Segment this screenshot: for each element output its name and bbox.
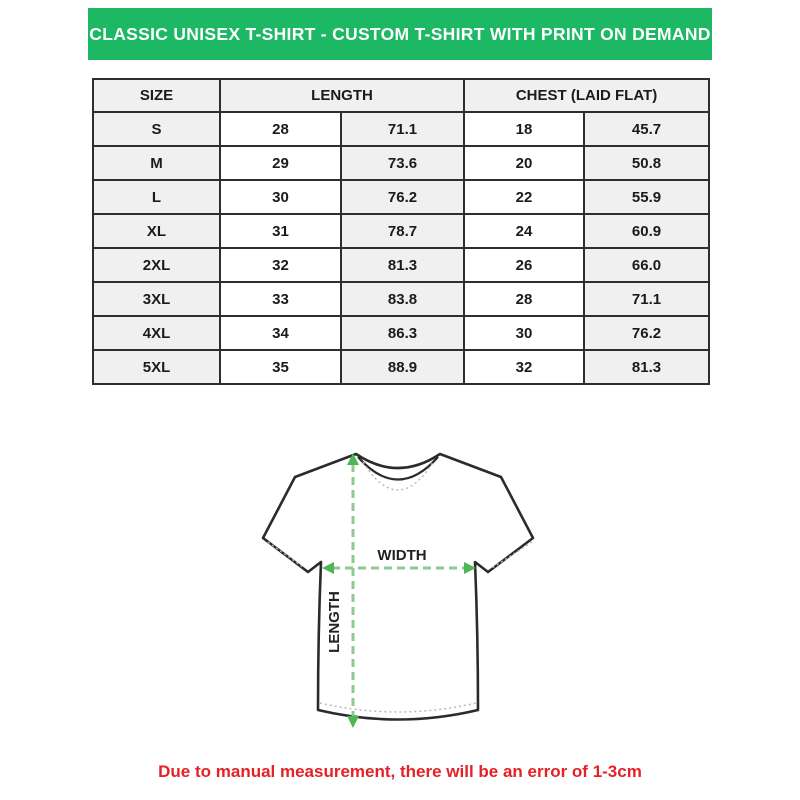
- chest-cm-cell: 45.7: [584, 112, 709, 146]
- size-cell: 3XL: [93, 282, 220, 316]
- chest-in-cell: 20: [464, 146, 584, 180]
- product-title: CLASSIC UNISEX T-SHIRT - CUSTOM T-SHIRT WITH PRINT ON DEMAND: [89, 23, 711, 44]
- length-label: LENGTH: [326, 591, 343, 653]
- column-header-size: SIZE: [93, 79, 220, 112]
- chest-in-cell: 26: [464, 248, 584, 282]
- chest-cm-cell: 76.2: [584, 316, 709, 350]
- chest-in-cell: 32: [464, 350, 584, 384]
- length-cm-cell: 88.9: [341, 350, 464, 384]
- length-in-cell: 29: [220, 146, 341, 180]
- length-cm-cell: 81.3: [341, 248, 464, 282]
- table-row: [93, 248, 709, 282]
- length-in-cell: 35: [220, 350, 341, 384]
- table-row: [93, 350, 709, 384]
- chest-in-cell: 28: [464, 282, 584, 316]
- size-cell: M: [93, 146, 220, 180]
- table-row: [93, 112, 709, 146]
- length-cm-cell: 76.2: [341, 180, 464, 214]
- note-text: Due to manual measurement, there will be an error of 1-3cm: [158, 762, 642, 781]
- column-header-chest: CHEST (LAID FLAT): [464, 79, 709, 112]
- length-cm-cell: 73.6: [341, 146, 464, 180]
- chest-cm-cell: 60.9: [584, 214, 709, 248]
- size-cell: 4XL: [93, 316, 220, 350]
- size-cell: 2XL: [93, 248, 220, 282]
- table-header-row: [93, 79, 709, 112]
- column-header-length: LENGTH: [220, 79, 464, 112]
- chest-in-cell: 30: [464, 316, 584, 350]
- length-cm-cell: 71.1: [341, 112, 464, 146]
- size-cell: L: [93, 180, 220, 214]
- chest-in-cell: 18: [464, 112, 584, 146]
- length-in-cell: 30: [220, 180, 341, 214]
- measurement-error-note: [0, 762, 800, 782]
- chest-cm-cell: 55.9: [584, 180, 709, 214]
- width-label: WIDTH: [377, 547, 427, 564]
- table-row: [93, 180, 709, 214]
- length-arrowhead-bottom: [347, 716, 359, 728]
- chest-cm-cell: 71.1: [584, 282, 709, 316]
- chest-cm-cell: 50.8: [584, 146, 709, 180]
- tshirt-measurement-diagram: [235, 440, 565, 750]
- length-in-cell: 28: [220, 112, 341, 146]
- length-in-cell: 32: [220, 248, 341, 282]
- product-title-banner: [88, 8, 712, 60]
- chest-in-cell: 24: [464, 214, 584, 248]
- size-cell: XL: [93, 214, 220, 248]
- tshirt-outline: [263, 454, 533, 720]
- chest-in-cell: 22: [464, 180, 584, 214]
- length-cm-cell: 83.8: [341, 282, 464, 316]
- table-row: [93, 214, 709, 248]
- table-row: [93, 316, 709, 350]
- size-chart-table: [92, 78, 710, 385]
- table-row: [93, 282, 709, 316]
- chest-cm-cell: 81.3: [584, 350, 709, 384]
- length-in-cell: 31: [220, 214, 341, 248]
- length-cm-cell: 78.7: [341, 214, 464, 248]
- chest-cm-cell: 66.0: [584, 248, 709, 282]
- size-cell: S: [93, 112, 220, 146]
- length-in-cell: 34: [220, 316, 341, 350]
- size-cell: 5XL: [93, 350, 220, 384]
- table-row: [93, 146, 709, 180]
- length-cm-cell: 86.3: [341, 316, 464, 350]
- length-in-cell: 33: [220, 282, 341, 316]
